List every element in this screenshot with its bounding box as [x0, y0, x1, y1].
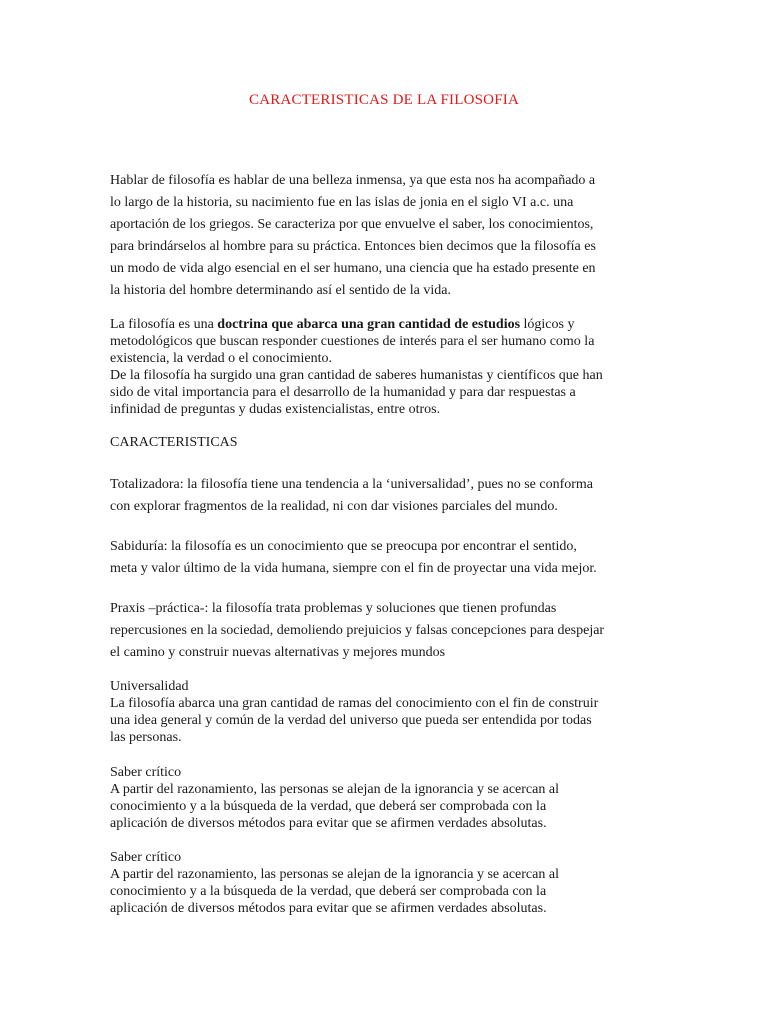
paragraph-line: infinidad de preguntas y dudas existencialistas, entre otros.: [110, 402, 441, 417]
paragraph-line: Hablar de filosofía es hablar de una belleza inmensa, ya que esta nos ha acompañado a: [110, 173, 596, 188]
intro-paragraph: [110, 170, 658, 302]
paragraph-line: De la filosofía ha surgido una gran cantidad de saberes humanistas y científicos que han: [110, 368, 603, 383]
paragraph-heading: Universalidad: [110, 679, 189, 694]
paragraph-line: aplicación de diversos métodos para evitar que se afirmen verdades absolutas.: [110, 816, 547, 831]
paragraph-line: aportación de los griegos. Se caracteriza por que envuelve el saber, los conocimientos,: [110, 217, 594, 232]
paragraph-line: La filosofía abarca una gran cantidad de ramas del conocimiento con el fin de construir: [110, 696, 599, 711]
paragraph-line: A partir del razonamiento, las personas se alejan de la ignorancia y se acercan al: [110, 782, 559, 797]
paragraph-line: existencia, la verdad o el conocimiento.: [110, 351, 332, 366]
paragraph-line: las personas.: [110, 730, 182, 745]
saber-critico-paragraph-2: [110, 849, 658, 917]
sabiduria-paragraph: [110, 536, 658, 580]
paragraph-heading: Saber crítico: [110, 850, 182, 865]
paragraph-line: aplicación de diversos métodos para evitar que se afirmen verdades absolutas.: [110, 901, 547, 916]
definition-paragraph: [110, 316, 658, 418]
paragraph-line: la historia del hombre determinando así el sentido de la vida.: [110, 283, 451, 298]
paragraph-line: Praxis –práctica-: la filosofía trata problemas y soluciones que tienen profundas: [110, 601, 557, 616]
paragraph-line: con explorar fragmentos de la realidad, ni con dar visiones parciales del mundo.: [110, 499, 558, 514]
section-heading: [110, 434, 658, 451]
paragraph-line: una idea general y común de la verdad del universo que pueda ser entendida por todas: [110, 713, 592, 728]
praxis-paragraph: [110, 598, 658, 664]
paragraph-line: conocimiento y a la búsqueda de la verdad, que deberá ser comprobada con la: [110, 884, 547, 899]
paragraph-line: repercusiones en la sociedad, demoliendo prejuicios y falsas concepciones para despejar: [110, 623, 605, 638]
definition-bold-phrase: doctrina que abarca una gran cantidad de estudios: [217, 317, 521, 332]
paragraph-line: A partir del razonamiento, las personas se alejan de la ignorancia y se acercan al: [110, 867, 559, 882]
paragraph-line: [110, 316, 658, 333]
paragraph-heading: Saber crítico: [110, 765, 182, 780]
definition-text-start: La filosofía es una: [110, 317, 218, 332]
definition-text-end: lógicos y: [520, 317, 575, 332]
section-heading-text: CARACTERISTICAS: [110, 435, 238, 450]
paragraph-line: para brindárselos al hombre para su práctica. Entonces bien decimos que la filosofía es: [110, 239, 596, 254]
paragraph-line: sido de vital importancia para el desarrollo de la humanidad y para dar respuestas a: [110, 385, 576, 400]
paragraph-line: metodológicos que buscan responder cuestiones de interés para el ser humano como la: [110, 334, 595, 349]
saber-critico-paragraph-1: [110, 764, 658, 832]
paragraph-line: el camino y construir nuevas alternativas y mejores mundos: [110, 645, 446, 660]
paragraph-line: Sabiduría: la filosofía es un conocimiento que se preocupa por encontrar el sentido,: [110, 539, 577, 554]
paragraph-line: un modo de vida algo esencial en el ser humano, una ciencia que ha estado presente en: [110, 261, 596, 276]
page-title: CARACTERISTICAS DE LA FILOSOFIA: [249, 92, 519, 108]
universalidad-paragraph: [110, 678, 658, 746]
paragraph-line: Totalizadora: la filosofía tiene una tendencia a la ‘universalidad’, pues no se conforma: [110, 477, 593, 492]
totalizadora-paragraph: [110, 474, 658, 518]
paragraph-line: conocimiento y a la búsqueda de la verdad, que deberá ser comprobada con la: [110, 799, 547, 814]
paragraph-line: meta y valor último de la vida humana, siempre con el fin de proyectar una vida mejor.: [110, 561, 597, 576]
paragraph-line: lo largo de la historia, su nacimiento fue en las islas de jonia en el siglo VI a.c. una: [110, 195, 574, 210]
